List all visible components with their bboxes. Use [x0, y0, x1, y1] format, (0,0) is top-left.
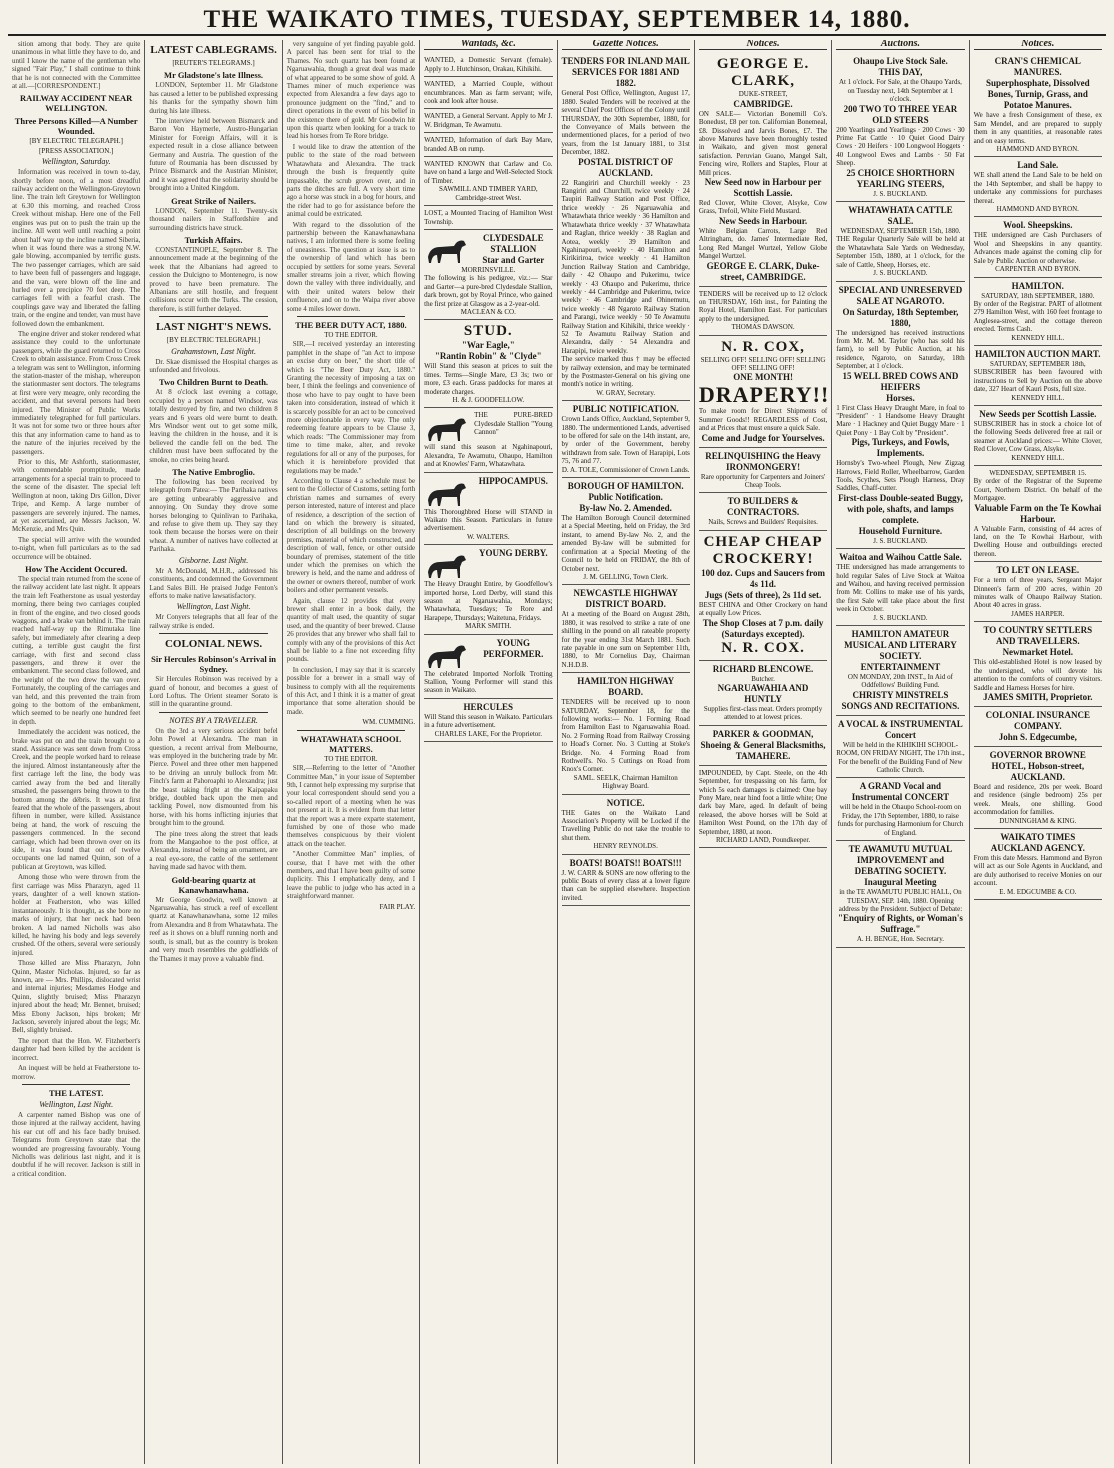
- article-body: Sir Hercules Robinson was received by a guard of honour, and becomes a guest of Lord Loftus. The Orient steamer Sorato is still in the quarantine ground.: [149, 675, 278, 709]
- ad-subtitle: NGARUAWAHIA AND HUNTLY: [717, 683, 809, 704]
- ad-subtitle: First-class Double-seated Buggy, with pole, shafts, and lamps complete.: [838, 492, 963, 525]
- notice-body: The service marked thus † may be effected by railway extension, and may be terminated by the Postmaster-General on his giving one month's notice in writing.: [561, 355, 690, 389]
- signature: FAIR PLAY.: [379, 902, 416, 911]
- ad-subtitle: Household Furniture.: [858, 525, 943, 536]
- ad-subtitle: DUKE-STREET,: [738, 90, 788, 99]
- headline: Great Strike of Nailers.: [171, 195, 256, 206]
- notice-title: Public Notification.: [588, 492, 663, 503]
- notice-body: THE Gates on the Waikato Land Association's Property will be Locked if the Travelling Public do not take the trouble to shut them.: [561, 808, 690, 842]
- ad-text: MORRINSVILLE.: [461, 265, 516, 274]
- ad-body: This old-established Hotel is now leased by the undersigned, who will devote his attention to the comforts of country visitors. Saddle and Harness Horses for hire.: [973, 658, 1102, 692]
- headline: RAILWAY ACCIDENT NEAR WELLINGTON.: [20, 93, 133, 114]
- ad-title: ENTERTAINMENT: [860, 662, 941, 673]
- ad-title: 200 TWO TO THREE YEAR OLD STEERS: [843, 103, 958, 125]
- ad-signature: J. S. BUCKLAND.: [873, 613, 928, 622]
- ad-body: SUBSCRIBER has in stock a choice lot of the following Seeds delivered free at rail or steamer at Auckland prices:— White Clover, Red Clover, Cow Grass, Alsyke.: [973, 419, 1102, 454]
- gazette-notice: [562, 53, 690, 401]
- stallion-ad: [424, 635, 552, 699]
- ad-title: HIPPOCAMPUS.: [478, 475, 548, 486]
- ad-title: GEORGE E. CLARK, Duke-street, CAMBRIDGE.: [706, 260, 820, 282]
- ad-body: will stand this season at Ngahinapouri, Alexandra, Te Awamutu, Ohaupo, Hamilton and at Knowles' Farm, Whatawhata.: [424, 443, 553, 469]
- ad-body: Will Stand this season at prices to suit the times. Terms—Single Mare, £3 3s; two or more, £3 each. Grass paddocks for mares at moderate charges.: [424, 362, 553, 396]
- tender-ad: [699, 287, 827, 336]
- business-ad: [974, 829, 1102, 900]
- notice-title: TENDERS FOR INLAND MAIL SERVICES FOR 1881 AND 1882.: [561, 56, 690, 89]
- ad-body: SUBSCRIBER has been favoured with instructions to Sell by Auction on the above date, 327 Heart of Kauri Posts, full size.: [973, 368, 1102, 394]
- event-ad: [836, 716, 964, 779]
- section-heading: WHATAWHATA SCHOOL MATTERS.: [300, 733, 402, 754]
- ad-body: For a term of three years, Sergeant Major Dinneen's farm of 200 acres, within 20 minutes walk of Ohaupo Railway Station. About 40 acres in grass.: [973, 576, 1102, 610]
- stallion-ad: [424, 408, 552, 472]
- ad-title: "War Eagle,": [461, 340, 515, 351]
- business-ad: [699, 53, 827, 286]
- event-ad: [836, 626, 964, 716]
- ad-body: Supplies first-class meat. Orders promptly attended to at lowest prices.: [703, 705, 823, 722]
- ad-body: To make room for Direct Shipments of Summer Goods!! REGARDLESS of Cost, and at Prices that must ensure a quick Sale.: [698, 407, 828, 433]
- ad-subtitle: "Enquiry of Rights, or Woman's Suffrage.": [837, 913, 963, 935]
- ad-title: COLONIAL INSURANCE COMPANY.: [985, 709, 1090, 731]
- article-body: very sanguine of yet finding payable gold. A parcel has been sent for trial to the Thames. No such quartz has been found at Ngaruawahia, though a great deal was made of what appeared to be some show of gold. A Thames miner of much experience was expected from Alexandra a few days ago to pronounce judgment on the "find," and to direct operations in the event of his belief in the existence there of gold. Mr Goodwin hit upon this quartz when looking for a track to lead his horses from Te Rore bridge. I would like to draw the attention of the public to the state of the road between Whatawhata and Alexandra. The track through the bush is frequently quite impassable, the scrub grown over, and in parts the ditches are full. A very short time ago a horse was stuck in a bog for hours, and the rider had to go for assistance before the animal could be extricated. With regard to the dissolution of the partnership between the Kanawhanawhana natives, I am informed there is some feeling of uneasiness. The question at issue is as to the ownership of land which has been occupied by settlers for some years. Several smaller streams join a river, which flowing down the valley with three individually, and with their united waters below their confluence, and on to the Waipa river above some 4 miles lower down.: [286, 40, 416, 313]
- horse-icon: [424, 235, 470, 265]
- ad-body: White Belgian Carrots, Large Red Altringham, do. James' Intermediate Red, Long Red Mangel Wurtzel, Yellow Globe Mangel Wurtzel.: [698, 226, 828, 261]
- ad-body: The undersigned has received instructions from Mr. M. M. Taylor (who has sold his farm), to sell by Public Auction, at his residence, Ngaroto, on Saturday, 18th September, at 1 o'clock.: [836, 328, 965, 371]
- event-ad: [836, 841, 964, 948]
- ad-title: TO LET ON LEASE.: [996, 565, 1080, 576]
- ad-body: IMPOUNDED, by Capt. Steele, on the 4th September, for trespassing on his farm, for which 5s each damages is claimed: One bay Pony Mare, near hind foot a little white; One dark bay Mare, aged. In default of being released, the above horses will be Sold at Hamilton West Pound, on the 17th day of September, 1880, at noon.: [698, 768, 828, 836]
- business-ad: [974, 53, 1102, 157]
- section-heading: How The Accident Occured.: [25, 563, 128, 574]
- business-ad: [699, 531, 827, 661]
- ad-title: DRAPERY!!: [698, 382, 830, 408]
- ad-body: The following is his pedigree, viz.:— Star and Garter—a pure-bred Clydesdale Stallion, dark brown, got by Royal Prince, who gained the first prize at Glasgow as a 2-year-old.: [424, 274, 553, 308]
- business-ad: [974, 707, 1102, 747]
- ad-body: At 1 o'clock. For Sale, at the Ohaupo Yards, on Tuesday next, 14th September at 1 o'clock.: [838, 78, 962, 104]
- article-body: LONDON, September 11. Mr Gladstone has caused a letter to be published expressing his thanks for the sympathy shown him during his late illness. The interview held between Bismarck and Baron Von Haymerle, Austro-Hungarian Minister for Foreign Affairs, will it is expected result in a close alliance between Germany and Austria. The question of the future of Roumania has been discussed by Prince Bismarck and the Austrian Minister, and it was agreed that the solidarity should be brought into a United Kingdom.: [149, 81, 278, 193]
- hotel-ad: [974, 622, 1102, 707]
- section-title: LATEST CABLEGRAMS.: [150, 44, 277, 56]
- ad-signature: JAMES SMITH, Proprietor.: [983, 691, 1093, 702]
- dateline: Gisborne. Last Night.: [178, 555, 249, 565]
- business-ad: [699, 726, 827, 766]
- notice-title: By-law No. 2. Amended.: [579, 503, 672, 514]
- ad-title: A VOCAL & INSTRUMENTAL Concert: [838, 718, 963, 740]
- byline: [BY ELECTRIC TELEGRAPH.]: [29, 137, 123, 146]
- notice-title: BOATS! BOATS!! BOATS!!!: [569, 857, 682, 868]
- notice-signature: HENRY REYNOLDS.: [593, 842, 658, 851]
- ad-body: THE Regular Quarterly Sale will be held at the Whatawhata Sale Yards on Wednesday, September 15th, 1880, at 1 o'clock, for the sale of Cattle, Sheep, Horses, etc.: [836, 235, 965, 269]
- ad-signature: J. S. BUCKLAND.: [873, 536, 928, 545]
- byline: [PRESS ASSOCIATION.]: [39, 146, 114, 155]
- masthead-title: THE WAIKATO TIMES, TUESDAY, SEPTEMBER 14, 1880.: [203, 6, 911, 33]
- ad-title: STUD.: [463, 323, 513, 340]
- ad-subtitle: On Saturday, 18th September, 1880,: [842, 306, 959, 328]
- ad-signature: MACLEAN & CO.: [460, 307, 516, 316]
- ad-body: Board and residence, 20s per week. Board and residence (single bedroom) 25s per week. Meals, one shilling. Good accommodation for families.: [973, 782, 1102, 817]
- article-body: Mr A McDonald, M.H.R., addressed his constituents, and condemned the Government Land Sales Bill. He praised Judge Fenton's efforts to make native lawsatisfactory.: [149, 566, 278, 600]
- article-body: On the 3rd a very serious accident befel John Powel at Alexandra. The man in question, a recent arrival from Melbourne, was employed in the butchering trade by Mr. Pierce. Powel and three other men happened to be driving an unruly bullock from Mr. Finch's farm at Pahoroaphi to Alexandra; just the beast taking fright at the Kaipapaku bridge, doubled back upon the men and tackling Powel, now dismounted from his horse, with his horns inflicting injuries that brought him to the ground. The pine trees along the street that leads from the Mangaohoe to the post office, at Alexandra, instead of being an ornament, are a real eye-sore, the cattle of the settlement having made sad havoc with them.: [149, 726, 278, 872]
- ad-body: The Heavy Draught Entire, by Goodfellow's imported horse, Lord Derby, will stand this season at Ngaruawahia, Mondays; Whatawhata, Tuesdays; Te Rore and Harapepe, Thursdays; Waitetuna, Fridays.: [424, 580, 553, 622]
- divider: [297, 730, 405, 731]
- ad-subtitle: Come and Judge for Yourselves.: [701, 432, 825, 443]
- ad-text: SAWMILL AND TIMBER YARD, Cambridge-street West.: [438, 185, 538, 202]
- ad-subtitle: TAMAHERE.: [735, 750, 791, 761]
- byline: [BY ELECTRIC TELEGRAPH.]: [166, 336, 261, 345]
- ad-subtitle: Butcher.: [751, 674, 775, 683]
- ad-title: SPECIAL AND UNRESERVED SALE AT NGAROTO.: [838, 284, 963, 306]
- headline: Sir Hercules Robinson's Arrival in Sydney.: [151, 654, 276, 675]
- ad-body: A Valuable Farm, consisting of 44 acres of land, on the Te Kowhai Harbour, with Dwelling House and outbuildings erected thereon.: [973, 524, 1102, 558]
- notice-body: TENDERS will be received up to noon SATURDAY, September 18, for the following works:— No. 1 Forming Road from Hamilton East to Ngaruawahia Road. No. 2 Forming Road from Railway Crossing to Hoad's Corner. No. 3 Cutting at Stoke's Bridge. No. 4 Forming Road from Rothwell's. No. 5 Cuttings on Road from Knox's Corner.: [561, 698, 690, 774]
- ad-text: WANTED KNOWN that Carlaw and Co. have on hand a large and Well-Selected Stock of Timber.: [424, 160, 553, 185]
- ad-title: RICHARD BLENCOWE.: [712, 663, 814, 674]
- masthead: [8, 6, 1106, 36]
- notice-signature: W. GRAY, Secretary.: [596, 388, 656, 397]
- divider: [159, 633, 267, 634]
- ad-title: GEORGE E. CLARK,: [716, 56, 810, 90]
- classified-ad: [424, 157, 552, 206]
- ad-subtitle: SELLING OFF! SELLING OFF! SELLING OFF! SELLING OFF!: [700, 355, 826, 372]
- ad-body: in the TE AWAMUTU PUBLIC HALL, On TUESDAY, SEP. 14th, 1880. Opening address by the President. Subject of Debate:: [838, 888, 963, 913]
- headline: Two Children Burnt to Death.: [159, 377, 269, 388]
- ad-title: Land Sale.: [1017, 160, 1059, 171]
- ad-title: HAMILTON.: [1011, 280, 1064, 291]
- section-heading: THE LATEST.: [48, 1087, 104, 1098]
- ad-text: WANTED, Information of dark Bay Mare, branded AB on rump.: [424, 136, 553, 153]
- column-header: Auctions.: [836, 40, 964, 50]
- ad-title: TO COUNTRY SETTLERS AND TRAVELLERS.: [983, 625, 1093, 647]
- gazette-notice: [562, 585, 690, 673]
- ad-subtitle: Shoeing & General Blacksmiths,: [700, 739, 826, 750]
- divider: [22, 1084, 130, 1085]
- ad-signature: J. S. BUCKLAND.: [873, 269, 928, 278]
- ad-body: THE undersigned are Cash Purchasers of Wool and Sheepskins in any quantity. Advances made against the coming clip for Sale by Public Auction or otherwise.: [973, 231, 1102, 265]
- ad-title: Valuable Farm on the Te Kowhai Harbour.: [974, 502, 1102, 524]
- ad-body: ON MONDAY, 20th INST., In Aid of Oddfellows' Building Fund.: [847, 673, 953, 690]
- horse-icon: [424, 478, 470, 508]
- ad-title: HAMILTON AUCTION MART.: [975, 348, 1101, 359]
- ad-subtitle: SONGS AND RECITATIONS.: [841, 700, 960, 711]
- article-body: The special train returned from the scene of the railway accident late last night. It appears the train left Featherstone as usual yesterday morning, there being two carriages coupled in front of the engine, and two closed goods waggons, and a brake van behind it. The train reached half-way up the Rimutaka line safely, but immediately after clearing a deep cutting, a terrible gust caught the first carriage, with first and second class passengers, and threw it over the embankment. The second class followed, and the weight of the two drew the van over. Fortunately, the coupling of the carriages and van held, and this prevented the train from going to the bottom of the embankment, which seemed to be nearly one hundred feet in depth. Immediately the accident was noticed, the brake was put on and the train brought to a stand. Assistance was sent down from Cross Creek, and the people worked hard to release the injured. Almost instantaneously after the first carriage left the line, the body was carried away from the bed and literally smashed, the passengers being thrown to the bottom among the débris. It was at first feared that the whole of the passengers, about fifteen in number, were killed. Assistance being at hand, the work of rescuing the passengers commenced. In the second carriage, which had been thrown over on its side, it was found that out of twelve occupants one lad named Quinn, son of a publican at Greytown, was killed. Among those who were thrown from the first carriage was Miss Pharazyn, aged 11 years, daughter of a well known station-holder at Featherston, who was killed instantaneously. It is thought, as she bore no marks of injury, that her neck had been broken. A lad named Nicholls was also killed, he having his body and legs severely crushed. Of the others, several were seriously injured. Those killed are Miss Pharazyn, John Quinn, Master Nicholas. Injured, so far as known, are — Mrs. Phillips, dislocated wrist and internal injuries; Mesdames Hodge and Quinn, slightly bruised; Miss Pharazyn injured about the head; Mr. Bennet, bruised; Miss Ebony Jackson, hips broken; Mr Jackson, severely injured about the legs; Mr. Bell, slightly bruised. The report that the Hon. W. Fitzherbert's daughter had been killed by the accident is incorrect. An inquest will be held at Featherstone to-morrow.: [12, 574, 141, 1081]
- notice-title: BOROUGH OF HAMILTON.: [567, 481, 684, 492]
- divider: [159, 316, 267, 317]
- notice-title: NOTICE.: [606, 797, 645, 808]
- ad-title: HERCULES: [463, 701, 514, 712]
- dateline: Wellington, Last Night.: [39, 1099, 114, 1109]
- classified-ad: [424, 133, 552, 157]
- business-ad: [699, 448, 827, 494]
- ad-title: Wool. Sheepskins.: [1003, 220, 1073, 231]
- ad-signature: HAMMOND AND BYRON.: [996, 205, 1079, 214]
- hotel-ad: [974, 747, 1102, 829]
- ad-title: HAMILTON AMATEUR MUSICAL AND LITERARY SOCIETY.: [844, 629, 957, 662]
- ad-body: will be held in the Ohaupo School-room on Friday, the 17th September, 1880, to raise funds for purchasing Harmonium for Church of England.: [837, 803, 964, 837]
- article-body: LONDON, September 11. Twenty-six thousand nailers in Staffordshire and surrounding districts have struck.: [149, 206, 278, 232]
- byline: [REUTER'S TELEGRAMS.]: [172, 59, 255, 67]
- article-body: Dr. Skae dismissed the Hospital charges as unfounded and frivolous.: [149, 357, 278, 374]
- ad-subtitle: Horses.: [886, 392, 915, 403]
- notice-signature: D. A. TOLE, Commissioner of Crown Lands.: [561, 465, 690, 474]
- notice-body: J. W. CARR & SONS are now offering to the public Boats of every class at a lower figure than can be supplied elsewhere. Inspection invited.: [561, 868, 690, 902]
- business-ad: [974, 406, 1102, 466]
- ad-subtitle: Superphosphate, Dissolved Bones, Turnip, Grass, and Potatoe Manures.: [986, 78, 1090, 111]
- business-ad: [974, 217, 1102, 277]
- section-heading: THE BEER DUTY ACT, 1880.: [295, 320, 407, 330]
- divider: [159, 712, 267, 713]
- ad-subtitle: Newmarket Hotel.: [1002, 647, 1074, 658]
- notice-signature: J. M. GELLING, Town Clerk.: [583, 572, 668, 581]
- subheadline: Three Persons Killed—A Number Wounded.: [14, 116, 138, 137]
- headline: Mr Gladstone's late Illness.: [164, 70, 264, 81]
- business-ad: [699, 493, 827, 530]
- ad-signature: RICHARD LAND, Poundkeeper.: [716, 836, 811, 845]
- dateline: Grahamstown, Last Night.: [171, 346, 257, 356]
- ad-subtitle: THIS DAY,: [878, 67, 923, 78]
- ad-title: YOUNG DERBY.: [478, 548, 548, 559]
- dateline: Wellington, Saturday.: [41, 157, 111, 167]
- letter-body: SIR,—I received yesterday an interesting pamphlet in the shape of "an Act to impose an excise duty on beer," the short title of which is "The Beer Duty Act, 1880." Granting the necessity of imposing a tax on beer, I think the feelings and convenience of those who have to pay ought to have been taken into consideration, instead of which it is scarcely possible for an act to be conceived more objectionable in every way. The only redeeming feature appears to be Clause 3, which reads: "The Commissioner may from time to time make, alter, and revoke regulations for all or any of the purposes, for which it is hereinbefore provided that regulations may be made." According to Clause 4 a schedule must be sent to the Collector of Customs, setting forth christian names and surnames of every person interested, nature of interest and place of residence, a description of the section of land on which the brewery is situated, description of all buildings on the brewery premises, material of which constructed, and description of wall, fence, or other outside boundary of premises, statement of the title under which the premises on which the brewery is held, and the name and address of the owner or owners thereof, number of work boilers and other permanent vessels. Again, clause 12 provides that every brewer shall enter in a book daily, the quantity of malt used, the quantity of sugar used, and the quantity of beer brewed. Clause 26 provides that any brewer who shall fail to comply with any of the provisions of this Act shall be liable to a fine not exceeding fifty pounds. In conclusion, I may say that it is scarcely possible for a brewer in a small way of business to comply with all the requirements of this Act, and I think it is a matter of great importance that some alteration should be made.: [286, 340, 416, 716]
- notice-title: HAMILTON HIGHWAY BOARD.: [577, 676, 675, 698]
- ad-title: GOVERNOR BROWNE HOTEL, Hobson-street, AUCKLAND.: [989, 749, 1086, 782]
- notice-body: At a meeting of the Board on August 28th, 1880, it was resolved to strike a rate of one shilling in the pound on all rateable property for the year ending 31st March 1881. Such rate payable in one sum on September 11th, 1880, to Mr Cornelius Day, Chairman N.H.D.B.: [561, 610, 690, 669]
- column-header: Gazette Notices.: [562, 40, 690, 50]
- notice-title: POSTAL DISTRICT OF AUCKLAND.: [578, 156, 674, 178]
- column-2: [145, 40, 282, 1464]
- ad-title: New Seeds per Scottish Lassie.: [979, 408, 1097, 419]
- ad-subtitle: WEDNESDAY, SEPTEMBER 15.: [989, 469, 1087, 477]
- ad-title: New Seed now in Harbour per Scottish Lassie.: [704, 177, 822, 199]
- filler-text: sition among that body. They are quite unanimous in what little they have to do, and until I know the name of the gentleman who signed "Fair Play," I shall continue to think that he is not connected with the Committee at all.—[CORRESPONDENT.]: [12, 40, 141, 91]
- column-8: [970, 40, 1106, 1464]
- notice-title: PUBLIC NOTIFICATION.: [572, 404, 679, 415]
- gazette-notice: [562, 673, 690, 794]
- ad-signature: KENNEDY HILL.: [1011, 453, 1065, 462]
- auction-ad: [836, 53, 964, 202]
- auction-ad: [836, 282, 964, 550]
- classified-ad: [424, 53, 552, 77]
- ad-signature: JAMES HARPER.: [1011, 609, 1065, 618]
- stallion-ad: [424, 699, 552, 742]
- horse-icon: [424, 413, 470, 443]
- stallion-ad: [424, 473, 552, 546]
- article-body: The following has been received by telegraph from Patea:— The Parihaka natives are getting unbearably aggressive and annoying. On Sunday they drove some horses belonging to Quinlivan to Parihaka, and refuse to give them up. They say they took them because the horses were on their wheat. A number of natives have collected at Parihaka.: [149, 478, 278, 554]
- article-body: Mr George Goodwin, well known at Ngaruawahia, has struck a reef of excellent quartz at Kanawhanawhana, some 12 miles from Alexandra and 8 from Whatawhata. The reef as it shows on a bluff running north and south, is small, but as the country is broken and very much resembles the goldfields of the Thames it may prove a valuable find.: [149, 895, 278, 963]
- ad-subtitle: Implements.: [876, 448, 925, 459]
- byline: TO THE EDITOR.: [324, 754, 378, 763]
- gazette-notice: [562, 401, 690, 478]
- event-ad: [836, 778, 964, 841]
- ad-body: Will be held in the KIHIKIHI SCHOOL-ROOM, ON FRIDAY NIGHT, The 17th inst., For the benefit of the Building Fund of New Catholic Church.: [836, 740, 965, 775]
- ad-body: TENDERS will be received up to 12 o'clock on THURSDAY, 16th inst., for Painting the Royal Hotel, Hamilton East. For particulars apply to the undersigned.: [698, 289, 828, 323]
- notice-body: Crown Lands Office, Auckland, September 9, 1880. The undermentioned Lands, advertised to be offered for sale on the 14th instant, are, by order of the Government, hereby withdrawn from sale. Town of Harapipi, Lots 75, 76 and 77.: [561, 415, 690, 466]
- ad-signature: E. M. EDGCUMBE & CO.: [999, 887, 1077, 896]
- section-title: COLONIAL NEWS.: [164, 638, 263, 651]
- ad-body: 200 Yearlings and Yearlings · 200 Cows · 30 Prime Fat Cattle · 10 Quiet Good Dairy Cows · 20 Heifers · 100 Longwool Hoggets · 40 Longwool Ewes and Lambs · 50 Fat Sheep.: [836, 125, 965, 168]
- notice-body: 22 Rangiriri and Churchill weekly · 23 Rangiriri and Churchill, twice weekly · 24 Taupiri Railway Station and Post Office, thrice weekly · 26 Ngaruawahia and Whatawhata thrice weekly · 36 Hamilton and Whatawhata thrice weekly · 37 Whatawhata and Raglan, thrice weekly · 38 Raglan and Aotea, weekly · 39 Hamilton and Ngahinapouri, weekly · 40 Hamilton and Kirikiriroa, twice weekly · 41 Hamilton Junction Railway Station and Cambridge, daily · 42 Ohaupo and Pukerimu, twice weekly · 43 Ohaupo and Pukerimu, thrice weekly · 44 Cambridge and Pukerimu, twice weekly · 46 Cambridge and Ohinemutu, twice weekly · 48 Ngaroto Railway Station and Parangi, twice weekly · 50 Te Awamutu Railway Station and Kihikihi, thrice weekly · 52 Te Awamutu Railway Station and Alexandra, daily · 54 Alexandra and Harapipi, twice weekly.: [561, 178, 690, 355]
- ad-subtitle: Nails, Screws and Builders' Requisites.: [708, 518, 818, 527]
- ad-title: 15 WELL BRED COWS AND HEIFERS: [842, 370, 959, 392]
- ad-title: CHEAP CHEAP CROCKERY!: [703, 533, 823, 567]
- ad-body: 1 First Class Heavy Draught Mare, in foal to "President" · 1 Handsome Heavy Draught Mare · 1 Hackney and Quiet Buggy Mare · 1 Quiet Pony · 1 Bay Colt by "President".: [836, 403, 965, 437]
- notice-body: The Hamilton Borough Council determined at a Special Meeting, held on Friday, the 3rd instant, to amend By-law No. 2, and the amended By-law will be submitted for confirmation at a Special Meeting of the Council to be held on FRIDAY, the 8th of October next.: [561, 514, 690, 573]
- ad-text: LOST, a Mounted Tracing of Hamilton West Township.: [424, 209, 553, 226]
- auction-ad: [836, 202, 964, 281]
- article-body: A carpenter named Bishop was one of those injured at the railway accident, having his ear cut off and his face badly bruised. Telegrams from Greytown state that the wounded are progressing favourably. Young Nicholls was delirious last night, and it is doubtful if he will recover. Jackson is still in a critical condition.: [12, 1110, 141, 1178]
- ad-text: WANTED, a Domestic Servant (female). Apply to J. Hutchinson, Orakau, Kihikihi.: [424, 56, 553, 73]
- auction-ad: [974, 278, 1102, 346]
- letter-body: SIR,—Referring to the letter of "Another Committee Man," in your issue of September 9th, I cannot help expressing my surprise that your local correspondent should send you a so-called report of a meeting when he was not present at it. It is evident from that letter that the report was a mere exparte statement, furnished by one of those who made themselves conspicuous by their violent attack on the teacher. "Another Committee Man" implies, of course, that I have met with the other members, and that I have been guilty of some duplicity. This I emphatically deny, and I leave the public to judge who has acted in a straightforward manner.: [286, 764, 416, 901]
- ad-signature: DUNNINGHAM & KING.: [999, 816, 1077, 825]
- article-body: Information was received in town to-day, shortly before noon, of a most dreadful railway accident on the Wellington-Greytown line. The train left Greytown for Wellington at 6.30 this morning, and reached Cross Creek without mishap. Here one of the Fell engines was put on to push the train up the incline. All went well until reaching a point about half way up the incline named Siberia, when it was found there was a strong N.W. gale blowing, accompanied by terrific gusts. The two passenger carriages, which are said to have been full of passengers and luggage, and the van, were blown off the line and hurled over a precipice 70 feet deep. The carriages fell with a fearful crash. The couplings gave way and liberated the falling train, or the engine and tender, van must have followed down the embankment. The engine driver and stoker rendered what assistance they could to the unfortunate passengers, while the guard returned to Cross Creek to obtain assistance. From Cross Creek a telegram was sent to Wellington, informing the station-master of the mishap, whereupon the stationmaster sent doctors. The telegrams at first were very meagre, only recording the accident, and that several persons had been injured. The Minister of Public Works immediately telegraphed for full particulars. It was not for some two or three hours after this that any information came to hand as to the nature of the injuries received by the passengers. Prior to this, Mr Ashforth, stationmaster, with commendable promptitude, made arrangements for a special train to proceed to the scene of the disaster. The special left Wellington at noon, taking Drs Gillon, Diver Tripe, and Kemp. A large number of passengers are severely injured. The names, at yet ascertained, are Messrs Jackson, W. McKenzie, and Mrs Quin. The special will arrive with the wounded to-night, when full particulars as to the sad occurrence will be obtained.: [12, 168, 141, 561]
- dateline: Wellington, Last Night.: [176, 602, 251, 612]
- ad-title: Waitoa and Waihou Cattle Sale.: [839, 552, 962, 563]
- ad-signature: W. WALTERS.: [466, 532, 510, 541]
- ad-body: This Thoroughbred Horse will STAND in Waikato this Season. Particulars in future advertisement.: [424, 507, 553, 533]
- column-4: [420, 40, 557, 1464]
- ad-title: CLYDESDALE STALLION: [482, 232, 544, 254]
- ad-body: BEST CHINA and Other Crockery on hand at equally Low Prices.: [698, 600, 828, 618]
- ad-body: By order of the Registrar. PART of allotment 279 Hamilton West, with 160 feet frontage to Anglesea-street, and the cottage thereon erected. Terms Cash.: [973, 299, 1102, 334]
- stallion-ad: [424, 230, 552, 320]
- gazette-notice: [562, 795, 690, 855]
- ad-title: 25 CHOICE SHORTHORN YEARLING STEERS,: [846, 167, 955, 189]
- ad-title: TO BUILDERS & CONTRACTORS.: [727, 496, 800, 518]
- ad-body: ON SALE— Victorian Bonemill Co's. Bonedust, £8 per ton. Californian Bonemeal, £8. Dissolved and Jarvis Bones, £7. The above Manures have been thoroughly tested in Waikato, and given most general satisfaction. Peruvian Guano, Mangel Salt, Fencing wire, Rollers and Staples, Flour at Mill prices.: [698, 109, 828, 177]
- ad-subtitle: CHRISTY MINSTRELS: [852, 689, 949, 700]
- ad-subtitle: 100 doz. Cups and Saucers from 4s 11d.: [701, 567, 825, 589]
- ad-body: By order of the Registrar of the Supreme Court, Northern District. On behalf of the Mortgagee.: [973, 477, 1102, 503]
- ad-title: N. R. COX.: [721, 639, 805, 656]
- ad-title: Star and Garter: [482, 254, 545, 265]
- signature: WM. CUMMING.: [362, 718, 416, 727]
- ad-title: RELINQUISHING the Heavy IRONMONGERY!: [705, 450, 821, 472]
- ad-title: New Seeds in Harbour.: [718, 215, 808, 226]
- ad-text: WANTED, a General Servant. Apply to Mr J. W. Bridgman, Te Awamutu.: [424, 112, 553, 129]
- ad-signature: HAMMOND AND BYRON.: [996, 145, 1079, 154]
- horse-icon: [424, 640, 470, 670]
- ad-subtitle: SATURDAY, SEPTEMBER 18th,: [989, 359, 1086, 368]
- classified-ad: [424, 109, 552, 133]
- section-heading: NOTES BY A TRAVELLER.: [169, 715, 258, 725]
- ad-title: WHATAWHATA CATTLE SALE.: [848, 205, 953, 227]
- ad-title: YOUNG PERFORMER.: [483, 637, 544, 659]
- ad-title: CRAN'S CHEMICAL MANURES.: [994, 56, 1081, 78]
- ad-signature: MARK SMITH.: [465, 622, 512, 631]
- ad-subtitle: ONE MONTH!: [733, 372, 793, 383]
- ad-body: Hornsby's Two-wheel Plough, New Zigzag Harrows, Field Roller, Wheelbarrow, Garden Tools, Scythes, Sets Plough Harness, Dray Saddles, Chaff-cutter.: [836, 459, 965, 493]
- ad-signature: H. & J. GOODFELLOW.: [452, 395, 525, 404]
- ad-title: TE AWAMUTU MUTUAL IMPROVEMENT and DEBATING SOCIETY.: [848, 844, 953, 877]
- ad-signature: CARPENTER AND BYRON.: [995, 265, 1081, 274]
- ad-subtitle: Jugs (Sets of three), 2s 11d set.: [704, 589, 822, 600]
- ad-signature: A. H. BENGE, Hon. Secretary.: [856, 935, 945, 944]
- ad-signature: J. S. BUCKLAND.: [873, 189, 928, 198]
- ad-title: WAIKATO TIMES AUCKLAND AGENCY.: [990, 831, 1085, 853]
- section-title: LAST NIGHT'S NEWS.: [156, 321, 272, 334]
- column-6: [695, 40, 832, 1464]
- article-body: Mr Conyers telegraphs that all fear of the railway strike is ended.: [149, 613, 278, 630]
- stallion-ad: [424, 320, 552, 408]
- classified-ad: [424, 77, 552, 109]
- ad-signature: THOMAS DAWSON.: [731, 323, 795, 332]
- ad-signature: CHARLES LAKE, For the Proprietor.: [434, 729, 542, 738]
- column-5: [558, 40, 695, 1464]
- ad-subtitle: John S. Edgecumbe,: [998, 731, 1077, 742]
- column-3: [283, 40, 420, 1464]
- byline: TO THE EDITOR.: [324, 331, 378, 339]
- ad-title: "Rantin Robin" & "Clyde": [434, 351, 542, 362]
- auction-ad: [974, 466, 1102, 562]
- ad-body: The celebrated Imported Norfolk Trotting Stallion, Young Performer will stand this season in Waikato.: [424, 669, 553, 695]
- ad-subtitle: The Shop Closes at 7 p.m. daily (Saturdays excepted).: [702, 617, 824, 639]
- columns: [8, 40, 1106, 1464]
- ad-title: Ohaupo Live Stock Sale.: [853, 56, 948, 67]
- ad-subtitle: CAMBRIDGE.: [733, 98, 793, 109]
- ad-title: PARKER & GOODMAN,: [712, 728, 814, 739]
- ad-text: WANTED, a Married Couple, without encumbrances. Man as farm servant; wife, cook and look after house.: [424, 80, 553, 106]
- ad-text: THE PURE-BRED Clydesdale Stallion "Young Cannon": [474, 411, 553, 437]
- stallion-ad: [424, 545, 552, 634]
- ad-subtitle: Inaugural Meeting: [864, 877, 937, 888]
- ad-body: Will Stand this season in Waikato. Particulars in a future advertisement.: [424, 712, 553, 730]
- headline: Gold-bearing quartz at Kanawhanawhana.: [171, 874, 256, 895]
- classified-ad: [424, 206, 552, 230]
- gazette-notice: [562, 478, 690, 585]
- ad-title: A GRAND Vocal and Instrumental CONCERT: [851, 781, 950, 803]
- business-ad: [698, 336, 830, 448]
- ad-subtitle: Rare opportunity for Carpenters and Joiners' Cheap Tools.: [700, 472, 826, 489]
- headline: The Native Embroglio.: [172, 467, 255, 478]
- auction-ad: [974, 346, 1102, 406]
- ad-signature: KENNEDY HILL.: [1011, 393, 1065, 402]
- notice-body: General Post Office, Wellington, August 17, 1880. Sealed Tenders will be received at the several Chief Post Offices of the Colony until THURSDAY, the 30th September, 1880, for the Conveyance of Mails between the undermentioned places, for a period of two years, from the 1st January 1881, to 31st December, 1882.: [561, 89, 690, 157]
- column-header: Wantads, &c.: [424, 40, 552, 50]
- ad-title: N. R. COX,: [721, 338, 805, 355]
- business-ad: [699, 661, 827, 726]
- lease-ad: [974, 562, 1102, 622]
- ad-subtitle: SATURDAY, 18th SEPTEMBER, 1880.: [981, 291, 1095, 300]
- article-body: At 8 o'clock last evening a cottage, occupied by a person named Windsor, was totally destroyed by fire, and two children 8 years and 6 years old were burnt to death. Mrs Windsor went out to get some milk, leaving the children in the house, and it is believed the candle fell on the bed. The children must have been suffocated by the smoke, no cries being heard.: [149, 388, 278, 464]
- column-7: [832, 40, 969, 1464]
- ad-body: We have a fresh Consignment of these, ex Sam Mendel, and are prepared to supply them in any quantities, at reasonable rates and on easy terms.: [973, 111, 1102, 145]
- article-body: CONSTANTINOPLE, September 8. The announcement made at the beginning of the week that the Albanians had agreed to cession the Dulcigno to Montenegro, is now proved to have been premature. The Albanians are still hostile, and frequent collisions occur with the Turks. The cession, therefore, is still further delayed.: [149, 245, 278, 313]
- notice-title: NEWCASTLE HIGHWAY DISTRICT BOARD.: [573, 588, 678, 610]
- ad-signature: KENNEDY HILL.: [1011, 333, 1065, 342]
- pound-notice: [699, 766, 827, 849]
- ad-body: From this date Messrs. Hammond and Byron will act as our Sole Agents in Auckland, and are duly authorised to receive Monies on our account.: [973, 853, 1102, 888]
- headline: Turkish Affairs.: [184, 234, 243, 245]
- column-header: Notices.: [699, 40, 827, 50]
- auction-ad: [836, 549, 964, 626]
- divider: [297, 316, 405, 317]
- gazette-notice: [562, 855, 690, 907]
- ad-subtitle: Pigs, Turkeys, and Fowls,: [851, 437, 950, 448]
- ad-body: WE shall attend the Land Sale to be held on the 14th September, and shall be happy to undertake any commissions for purchases thereat.: [973, 171, 1102, 205]
- ad-body: THE undersigned has made arrangements to hold regular Sales of Live Stock at Waitoa and Waihou, and having received permission from Mr. Collins to make use of his yards, the first Sale will take place about the first week in October.: [836, 563, 965, 614]
- notice-signature: SAML. SEELK, Chairman Hamilton Highway Board.: [573, 773, 678, 791]
- column-1: [8, 40, 145, 1464]
- business-ad: [974, 157, 1102, 217]
- ad-subtitle: WEDNESDAY, SEPTEMBER 15th, 1880.: [840, 227, 961, 236]
- column-header: Notices.: [974, 40, 1102, 50]
- horse-icon: [424, 550, 470, 580]
- ad-body: Red Clover, White Clover, Alsyke, Cow Grass, Trefoil, White Field Mustard.: [698, 199, 828, 216]
